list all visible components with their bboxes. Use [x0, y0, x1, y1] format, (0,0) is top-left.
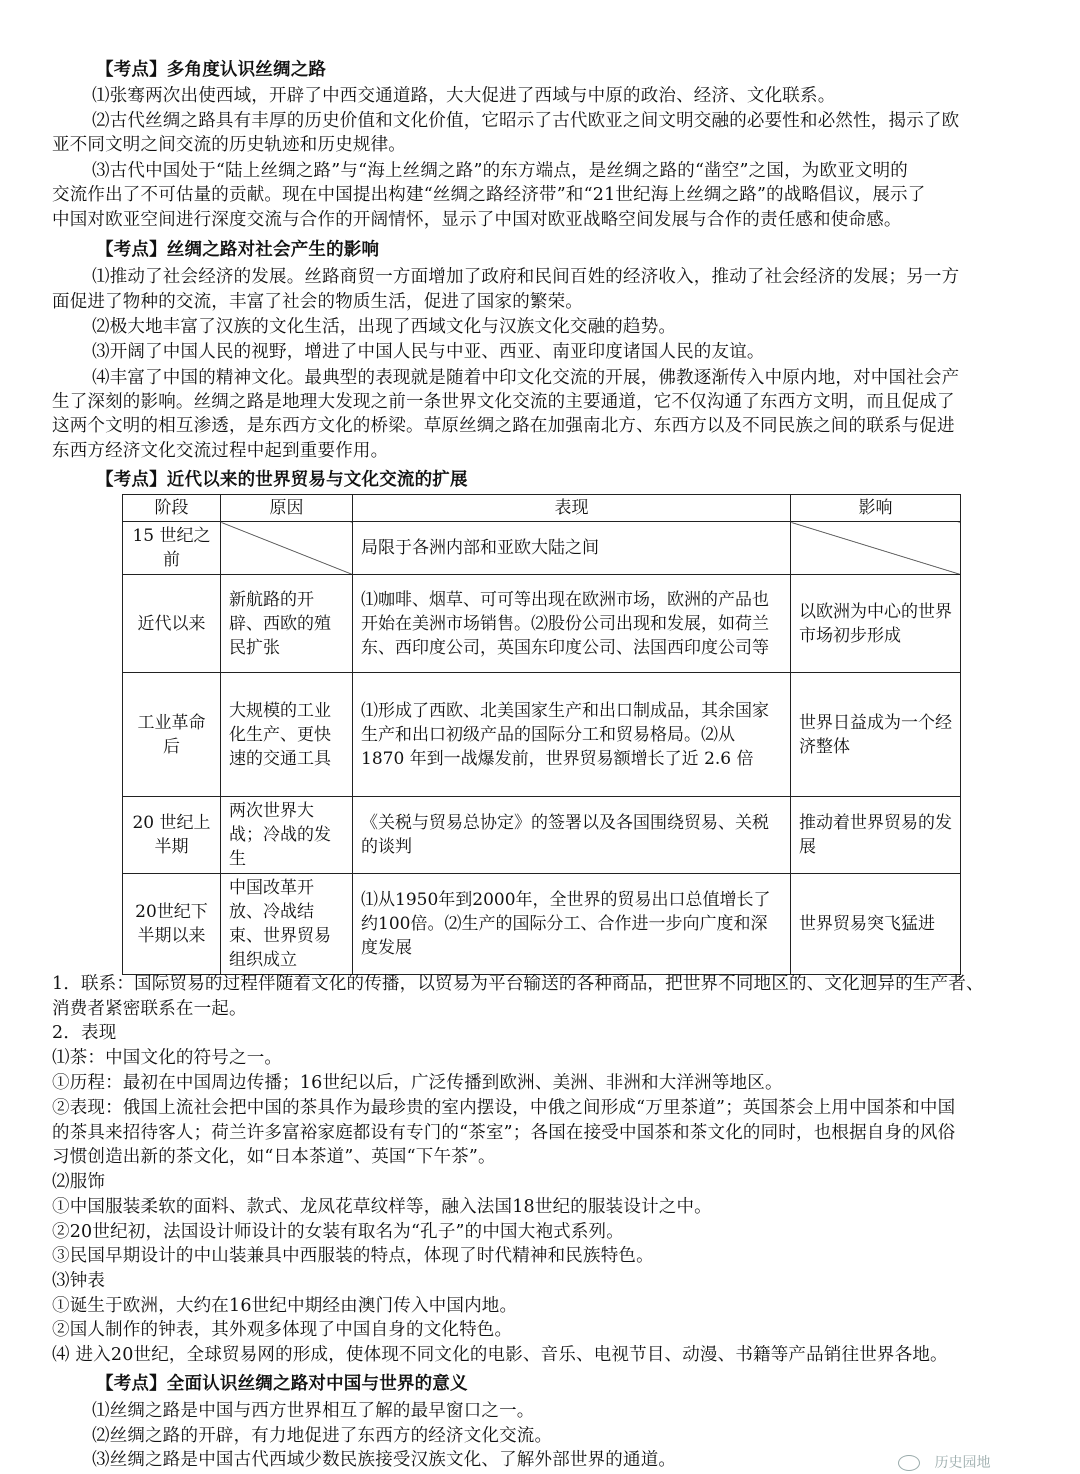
table-cell: ⑴从1950年到2000年，全世界的贸易出口总值增长了约100倍。⑵生产的国际分工、合作进一步向广度和深度发展 [353, 874, 791, 975]
trade-expansion-table [122, 494, 961, 975]
table-row [123, 874, 961, 975]
text-line: ⑵古代丝绸之路具有丰厚的历史价值和文化价值，它昭示了古代欧亚之间文明交融的必要性和必然性，揭示了欧 [92, 111, 960, 131]
text-line: ②表现：俄国上流社会把中国的茶具作为最珍贵的室内摆设，中俄之间形成“万里茶道”；英国茶会上用中国茶和中国 [52, 1098, 956, 1118]
text-line: 的茶具来招待客人；荷兰许多富裕家庭都设有专门的“茶室”；各国在接受中国茶和茶文化的同时，也根据自身的风俗 [52, 1123, 956, 1143]
column-header: 表现 [353, 495, 791, 522]
section-heading: 【考点】丝绸之路对社会产生的影响 [96, 240, 380, 260]
table-cell: 世界贸易突飞猛进 [791, 874, 961, 975]
text-line: ⑶开阔了中国人民的视野，增进了中国人民与中亚、西亚、南亚印度诸国人民的友谊。 [92, 342, 765, 362]
text-line: 消费者紧密联系在一起。 [52, 999, 247, 1019]
text-line: ⑵丝绸之路的开辟，有力地促进了东西方的经济文化交流。 [92, 1426, 553, 1446]
watermark [898, 1452, 990, 1472]
text-line: 生了深刻的影响。丝绸之路是地理大发现之前一条世界文化交流的主要通道，它不仅沟通了东西方文明，而且促成了 [52, 392, 955, 412]
column-header: 影响 [791, 495, 961, 522]
text-line: 1．联系：国际贸易的过程伴随着文化的传播，以贸易为平台输送的各种商品，把世界不同地区的、文化迥异的生产者、 [52, 974, 984, 994]
text-line: 交流作出了不可估量的贡献。现在中国提出构建“丝绸之路经济带”和“21世纪海上丝绸之路”的战略倡议，展示了 [52, 185, 926, 205]
text-line: ①中国服装柔软的面料、款式、龙凤花草纹样等，融入法国18世纪的服装设计之中。 [52, 1197, 712, 1217]
text-line: ⑵服饰 [52, 1172, 106, 1192]
text-line: ⑴茶：中国文化的符号之一。 [52, 1048, 283, 1068]
text-line: 2．表现 [52, 1023, 117, 1043]
table-cell: 工业革命后 [123, 673, 221, 797]
text-line: 这两个文明的相互渗透，是东西方文化的桥梁。草原丝绸之路在加强南北方、东西方以及不同民族之间的联系与促进 [52, 416, 955, 436]
section-heading: 【考点】全面认识丝绸之路对中国与世界的意义 [96, 1374, 468, 1394]
text-line: ⑶古代中国处于“陆上丝绸之路”与“海上丝绸之路”的东方端点，是丝绸之路的“凿空”之国，为欧亚文明的 [92, 161, 908, 181]
text-line: 面促进了物种的交流，丰富了社会的物质生活，促进了国家的繁荣。 [52, 292, 583, 312]
table-cell: ⑴形成了西欧、北美国家生产和出口制成品，其余国家生产和出口初级产品的国际分工和贸易格局。⑵从 1870 年到一战爆发前，世界贸易额增长了近 2.6 倍 [353, 673, 791, 797]
column-header: 阶段 [123, 495, 221, 522]
table-cell: 《关税与贸易总协定》的签署以及各国围绕贸易、关税的谈判 [353, 797, 791, 874]
text-line: ②20世纪初，法国设计师设计的女装有取名为“孔子”的中国大袍式系列。 [52, 1222, 624, 1242]
watermark-text: 历史园地 [934, 1455, 991, 1471]
table-cell: 局限于各洲内部和亚欧大陆之间 [353, 522, 791, 575]
section-heading: 【考点】近代以来的世界贸易与文化交流的扩展 [96, 470, 468, 490]
text-line: ①历程：最初在中国周边传播；16世纪以后，广泛传播到欧洲、美洲、非洲和大洋洲等地区。 [52, 1073, 783, 1093]
table-row [123, 575, 961, 673]
table-cell: 世界日益成为一个经济整体 [791, 673, 961, 797]
text-line: 亚不同文明之间交流的历史轨迹和历史规律。 [52, 135, 406, 155]
table-header-row [123, 495, 961, 522]
text-line: ⑷ 进入20世纪，全球贸易网的形成，使体现不同文化的电影、音乐、电视节目、动漫、书籍等产品销往世界各地。 [52, 1345, 948, 1365]
table-row [123, 522, 961, 575]
table-cell: 以欧洲为中心的世界市场初步形成 [791, 575, 961, 673]
column-header: 原因 [221, 495, 353, 522]
empty-diagonal-cell [791, 522, 961, 575]
text-line: ⑴丝绸之路是中国与西方世界相互了解的最早窗口之一。 [92, 1401, 535, 1421]
text-line: 习惯创造出新的茶文化，如“日本茶道”、英国“下午茶”。 [52, 1147, 496, 1167]
table-cell: 两次世界大战；冷战的发生 [221, 797, 353, 874]
table-cell: 大规模的工业化生产、更快速的交通工具 [221, 673, 353, 797]
empty-diagonal-cell [221, 522, 353, 575]
table-cell: 20世纪下半期以来 [123, 874, 221, 975]
text-line: ⑶丝绸之路是中国古代西域少数民族接受汉族文化、了解外部世界的通道。 [92, 1450, 677, 1470]
wechat-logo-icon [898, 1455, 920, 1471]
text-line: ⑴推动了社会经济的发展。丝路商贸一方面增加了政府和民间百姓的经济收入，推动了社会经济的发展；另一方 [92, 267, 960, 287]
text-line: ②国人制作的钟表，其外观多体现了中国自身的文化特色。 [52, 1320, 513, 1340]
text-line: ⑷丰富了中国的精神文化。最典型的表现就是随着中印文化交流的开展，佛教逐渐传入中原内地，对中国社会产 [92, 368, 960, 388]
table-cell: 推动着世界贸易的发展 [791, 797, 961, 874]
text-line: 东西方经济文化交流过程中起到重要作用。 [52, 441, 389, 461]
text-line: ①诞生于欧洲，大约在16世纪中期经由澳门传入中国内地。 [52, 1296, 518, 1316]
table-cell: 近代以来 [123, 575, 221, 673]
table-row [123, 797, 961, 874]
text-line: ⑴张骞两次出使西域，开辟了中西交通道路，大大促进了西域与中原的政治、经济、文化联系。 [92, 86, 836, 106]
table-cell: 20 世纪上半期 [123, 797, 221, 874]
table-cell: 中国改革开放、冷战结束、世界贸易组织成立 [221, 874, 353, 975]
text-line: ③民国早期设计的中山装兼具中西服装的特点，体现了时代精神和民族特色。 [52, 1246, 654, 1266]
table-cell: 新航路的开辟、西欧的殖民扩张 [221, 575, 353, 673]
table-cell: ⑴咖啡、烟草、可可等出现在欧洲市场，欧洲的产品也开始在美洲市场销售。⑵股份公司出现和发展，如荷兰东、西印度公司，英国东印度公司、法国西印度公司等 [353, 575, 791, 673]
text-line: ⑶钟表 [52, 1271, 106, 1291]
text-line: 中国对欧亚空间进行深度交流与合作的开阔情怀，显示了中国对欧亚战略空间发展与合作的责任感和使命感。 [52, 210, 902, 230]
text-line: ⑵极大地丰富了汉族的文化生活，出现了西域文化与汉族文化交融的趋势。 [92, 317, 677, 337]
table-row [123, 673, 961, 797]
section-heading: 【考点】多角度认识丝绸之路 [96, 60, 327, 80]
table-cell: 15 世纪之前 [123, 522, 221, 575]
